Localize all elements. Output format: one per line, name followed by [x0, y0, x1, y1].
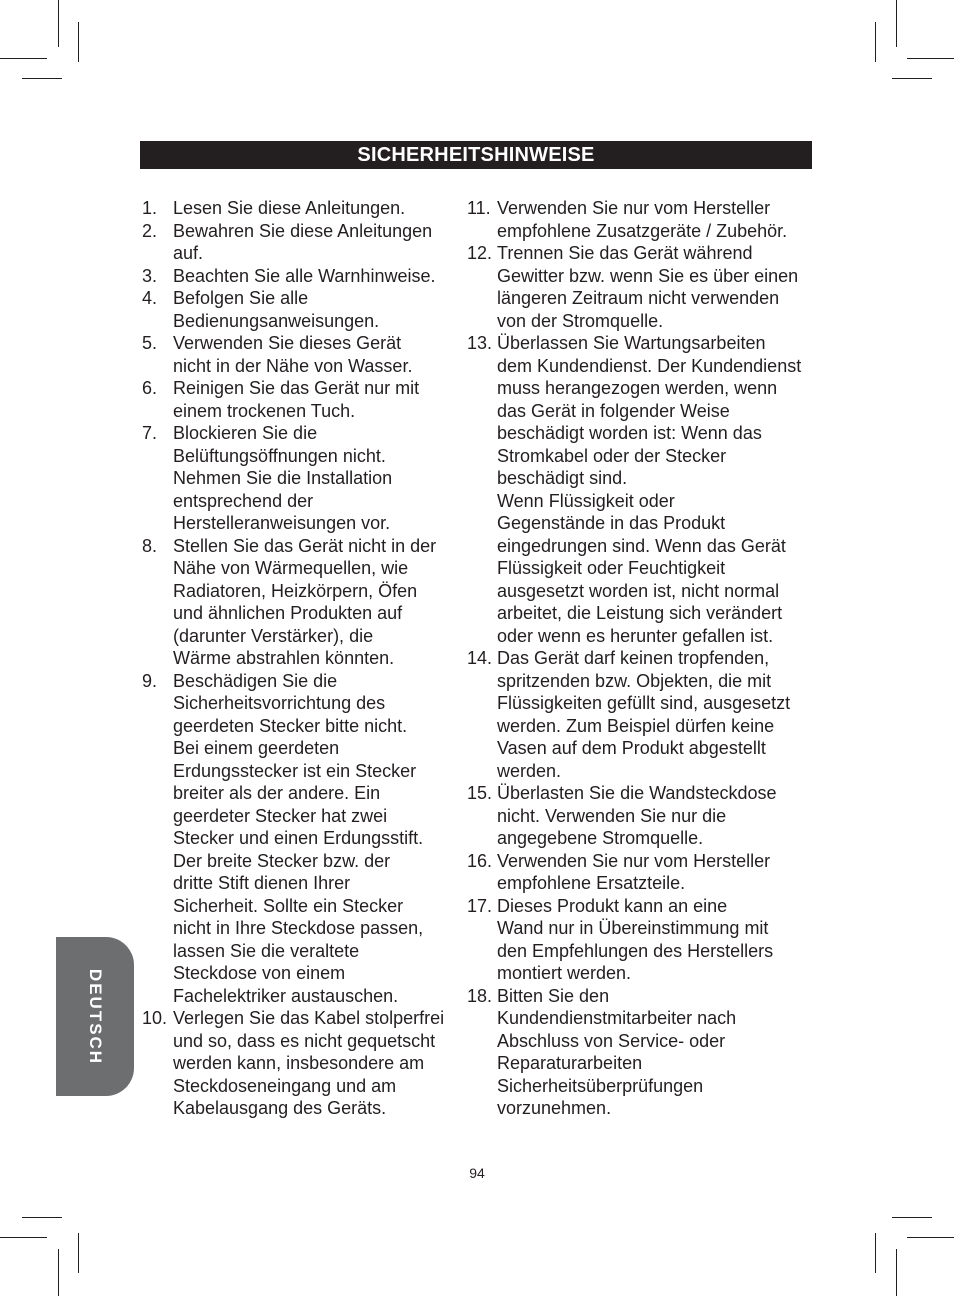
- list-item: [142, 1007, 460, 1120]
- right-column: [467, 197, 817, 1120]
- list-item-number: 13.: [467, 333, 493, 353]
- list-item-number: 16.: [467, 850, 493, 871]
- list-item: [467, 985, 817, 1120]
- list-item-number: 2.: [142, 220, 158, 241]
- crop-mark: [22, 1217, 62, 1218]
- list-item-number: 6.: [142, 378, 158, 398]
- list-item: [467, 197, 817, 242]
- list-item-text: Überlasten Sie die Wandsteckdose nicht. Verwenden Sie nur die angegebene Stromquelle.: [497, 783, 777, 848]
- crop-mark: [896, 1249, 897, 1296]
- list-item-text: Dieses Produkt kann an eine Wand nur in Übereinstimmung mit den Empfehlungen des Herstellers montiert werden.: [497, 895, 774, 983]
- list-item-number: 15.: [467, 783, 493, 803]
- list-item-text: Reinigen Sie das Gerät nur mit einem trockenen Tuch.: [173, 378, 420, 421]
- list-item-number: 9.: [142, 670, 158, 691]
- list-item-number: 18.: [467, 985, 493, 1006]
- list-item-text: Verlegen Sie das Kabel stolperfrei und so, dass es nicht gequetscht werden kann, insbesondere am Steckdoseneingang und am Kabelausgang des Geräts.: [173, 1008, 445, 1118]
- crop-mark: [892, 78, 932, 79]
- list-item-text: Bitten Sie den Kundendienstmitarbeiter nach Abschluss von Service- oder Reparaturarbeiten Sicherheitsüberprüfungen vorzunehmen.: [497, 985, 737, 1118]
- crop-mark: [0, 58, 47, 59]
- list-item-text: Verwenden Sie dieses Gerät nicht in der Nähe von Wasser.: [173, 333, 413, 376]
- list-item: [142, 197, 460, 220]
- crop-mark: [875, 1233, 876, 1273]
- list-item: [467, 647, 817, 782]
- list-item-number: 10.: [142, 1008, 168, 1028]
- list-item: [142, 332, 460, 377]
- page-number: 94: [469, 1165, 485, 1181]
- crop-mark: [22, 78, 62, 79]
- list-item: [142, 422, 460, 535]
- list-item: [142, 377, 460, 422]
- left-column: [142, 197, 460, 1120]
- crop-mark: [58, 1249, 59, 1296]
- list-item: [142, 535, 460, 670]
- list-item: [467, 332, 817, 647]
- list-item: [467, 850, 817, 895]
- list-item-text: Beschädigen Sie die Sicherheitsvorrichtung des geerdeten Stecker bitte nicht. Bei einem geerdeten Erdungsstecker ist ein Stecker breiter als der andere. Ein geerdeter Stecker hat zwei Stecker und einen Erdungsstift. Der breite Stecker bzw. der dritte Stift dienen Ihrer Sicherheit. Sollte ein Stecker nicht in Ihre Steckdose passen, lassen Sie die veraltete Steckdose von einem Fachelektriker austauschen.: [173, 670, 424, 1006]
- list-item-text: Stellen Sie das Gerät nicht in der Nähe von Wärmequellen, wie Radiatoren, Heizkörpern, Öfen und ähnlichen Produkten auf (darunter Verstärker), die Wärme abstrahlen könnten.: [173, 535, 437, 668]
- list-item-text: Überlassen Sie Wartungsarbeiten dem Kundendienst. Der Kundendienst muss herangezogen werden, wenn das Gerät in folgender Weise beschädigt worden ist: Wenn das Stromkabel oder der Stecker beschädigt sind. Wenn Flüssigkeit oder Gegenstände in das Produkt eingedrungen sind. Wenn das Gerät Flüssigkeit oder Feuchtigkeit ausgesetzt worden ist, nicht normal arbeitet, die Leistung sich verändert oder wenn es herunter gefallen ist.: [497, 333, 802, 646]
- list-item-number: 5.: [142, 333, 158, 353]
- list-item-number: 4.: [142, 288, 158, 308]
- list-item-text: Lesen Sie diese Anleitungen.: [173, 198, 406, 218]
- list-item-text: Das Gerät darf keinen tropfenden, spritzenden bzw. Objekten, die mit Flüssigkeiten gefüllt sind, ausgesetzt werden. Zum Beispiel dürfen keine Vasen auf dem Produkt abgestellt werden.: [497, 648, 791, 781]
- list-item-number: 7.: [142, 423, 158, 443]
- list-item-number: 12.: [467, 243, 493, 263]
- crop-mark: [0, 1237, 47, 1238]
- crop-mark: [896, 0, 897, 47]
- language-tab: [56, 937, 134, 1096]
- list-item-number: 8.: [142, 535, 158, 556]
- list-item: [142, 670, 460, 1008]
- list-item: [467, 782, 817, 850]
- list-item: [142, 287, 460, 332]
- list-item-number: 14.: [467, 648, 493, 668]
- crop-mark: [892, 1217, 932, 1218]
- list-item-text: Blockieren Sie die Belüftungsöffnungen nicht. Nehmen Sie die Installation entsprechend der Herstelleranweisungen vor.: [173, 423, 393, 533]
- list-item-number: 3.: [142, 265, 158, 286]
- list-item: [142, 265, 460, 288]
- list-item-text: Verwenden Sie nur vom Hersteller empfohlene Zusatzgeräte / Zubehör.: [497, 198, 788, 241]
- crop-mark: [58, 0, 59, 47]
- section-title: SICHERHEITSHINWEISE: [140, 141, 812, 169]
- list-item-number: 11.: [467, 198, 491, 218]
- list-item: [467, 242, 817, 332]
- list-item-text: Beachten Sie alle Warnhinweise.: [173, 265, 436, 286]
- crop-mark: [875, 22, 876, 62]
- list-item-text: Trennen Sie das Gerät während Gewitter bzw. wenn Sie es über einen längeren Zeitraum nicht verwenden von der Stromquelle.: [497, 243, 799, 331]
- list-item-number: 17.: [467, 895, 493, 916]
- list-item: [467, 895, 817, 985]
- list-item-text: Verwenden Sie nur vom Hersteller empfohlene Ersatzteile.: [497, 850, 771, 893]
- language-tab-label: DEUTSCH: [86, 968, 105, 1065]
- list-item: [142, 220, 460, 265]
- crop-mark: [907, 1237, 954, 1238]
- crop-mark: [78, 22, 79, 62]
- list-item-number: 1.: [142, 198, 158, 218]
- list-item-text: Befolgen Sie alle Bedienungsanweisungen.: [173, 288, 380, 331]
- list-item-text: Bewahren Sie diese Anleitungen auf.: [173, 220, 433, 263]
- crop-mark: [78, 1233, 79, 1273]
- crop-mark: [907, 58, 954, 59]
